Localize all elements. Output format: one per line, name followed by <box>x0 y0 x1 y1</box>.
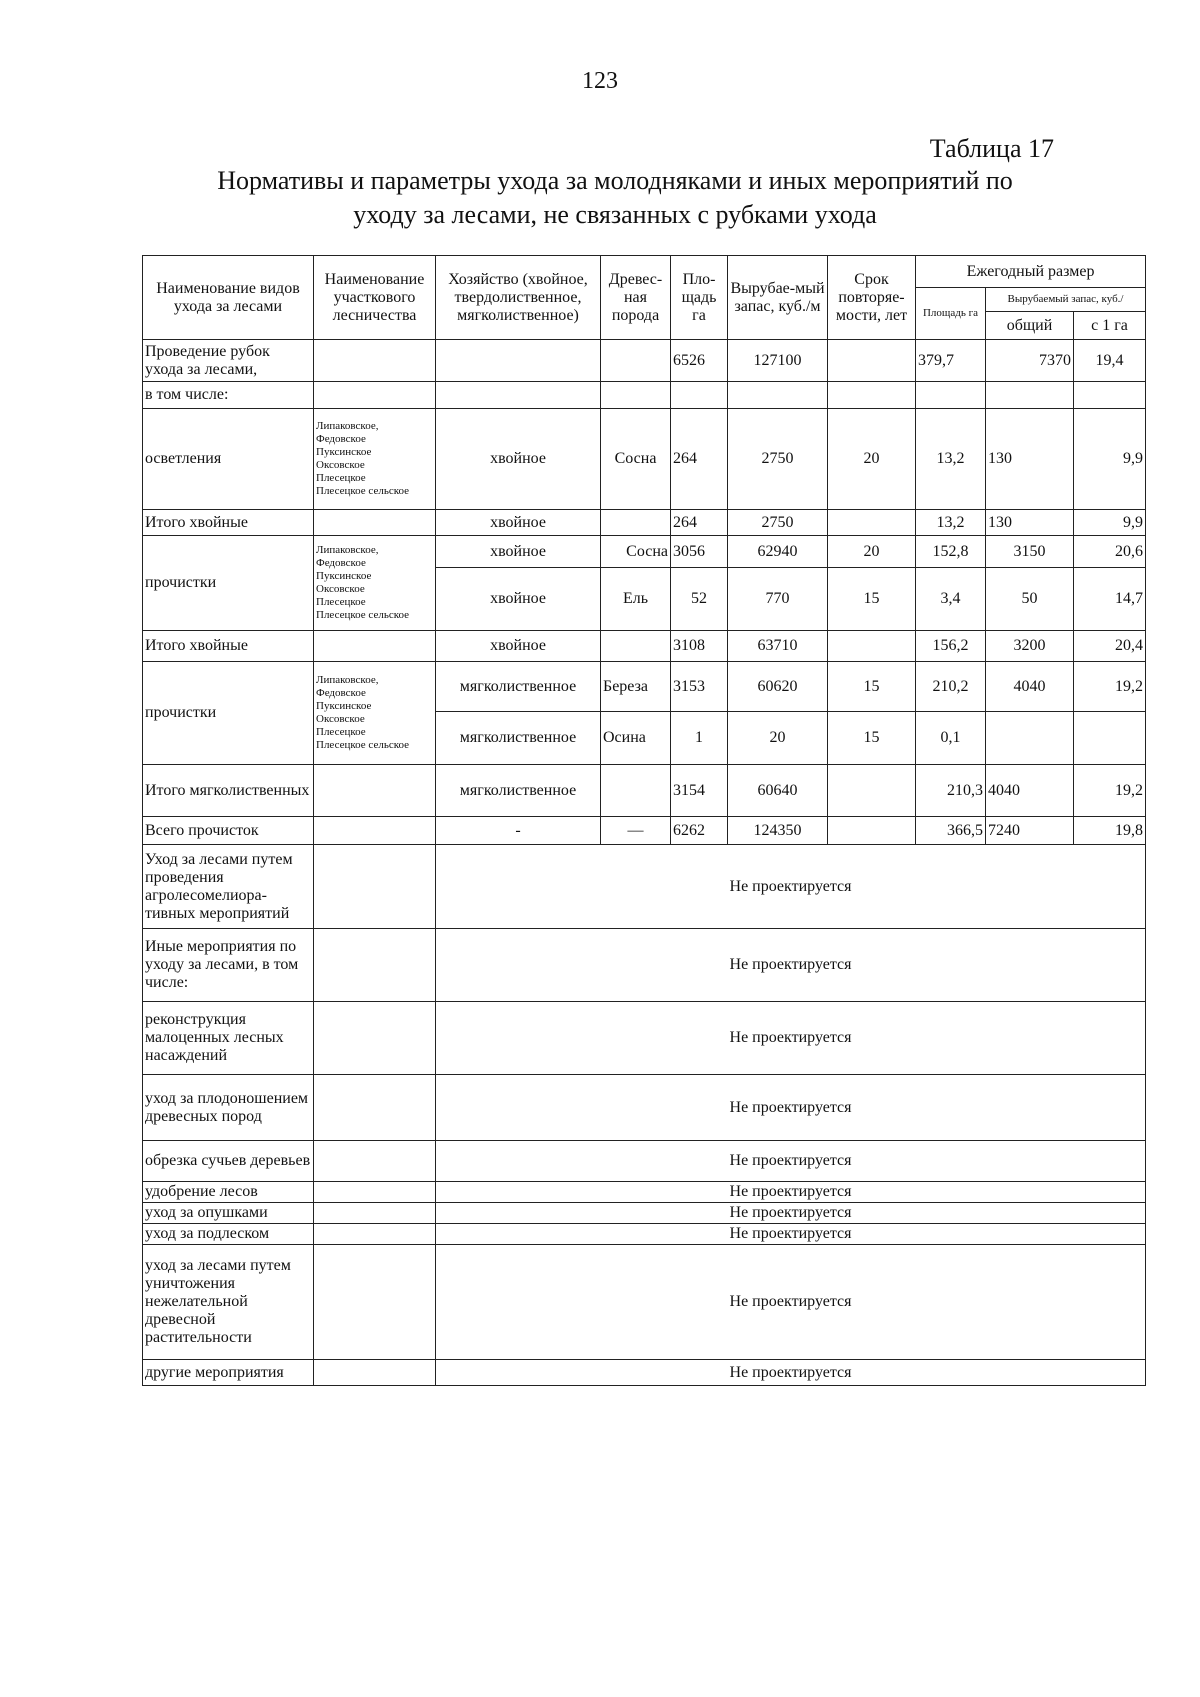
farm-type-cell: хвойное <box>436 510 601 536</box>
farm-type-cell: - <box>436 817 601 845</box>
forestry-list: Липаковское, Федовское Пуксинское Оксовское Плесецкое Плесецкое сельское <box>314 409 436 510</box>
farm-type-cell: мягколиственное <box>436 765 601 817</box>
annual-area-cell: 379,7 <box>916 340 986 382</box>
care-type-cell: Итого мягколиственных <box>143 765 314 817</box>
stock-cell: 63710 <box>728 631 828 662</box>
stock-cell: 62940 <box>728 536 828 568</box>
stock-cell: 124350 <box>728 817 828 845</box>
forest-care-table <box>142 255 1146 1386</box>
annual-area-cell: 0,1 <box>916 712 986 765</box>
period-cell: 15 <box>828 568 916 631</box>
table-row <box>143 382 1146 409</box>
area-cell: 3108 <box>671 631 728 662</box>
table-row <box>143 1245 1146 1360</box>
table-row <box>143 845 1146 929</box>
annual-total-cell: 4040 <box>986 765 1074 817</box>
header-area: Пло-щадь га <box>671 256 728 340</box>
area-cell: 3056 <box>671 536 728 568</box>
care-type-cell: Иные мероприятия по уходу за лесами, в том числе: <box>143 929 314 1002</box>
annual-total-cell: 130 <box>986 409 1074 510</box>
annual-total-cell: 3150 <box>986 536 1074 568</box>
page-number: 123 <box>582 68 618 94</box>
header-period: Срок повторяе-мости, лет <box>828 256 916 340</box>
table-title <box>150 164 1080 232</box>
area-cell: 1 <box>671 712 728 765</box>
header-annual-area: Площадь га <box>916 288 986 340</box>
table-row <box>143 1360 1146 1386</box>
species-cell: Осина <box>601 712 671 765</box>
area-cell: 6526 <box>671 340 728 382</box>
not-designed-cell: Не проектируется <box>436 1182 1146 1203</box>
forestry-list: Липаковское, Федовское Пуксинское Оксовское Плесецкое Плесецкое сельское <box>314 662 436 765</box>
farm-type-cell: хвойное <box>436 536 601 568</box>
care-type-cell: уход за подлеском <box>143 1224 314 1245</box>
not-designed-cell: Не проектируется <box>436 845 1146 929</box>
farm-type-cell: мягколиственное <box>436 712 601 765</box>
annual-total-cell: 50 <box>986 568 1074 631</box>
not-designed-cell: Не проектируется <box>436 1141 1146 1182</box>
care-type-cell: уход за опушками <box>143 1203 314 1224</box>
area-cell: 3153 <box>671 662 728 712</box>
farm-type-cell: мягколиственное <box>436 662 601 712</box>
annual-total-cell: 130 <box>986 510 1074 536</box>
farm-type-cell: хвойное <box>436 631 601 662</box>
area-cell: 6262 <box>671 817 728 845</box>
table-row <box>143 1002 1146 1075</box>
species-cell: Береза <box>601 662 671 712</box>
care-type-cell: Проведение рубок ухода за лесами, <box>143 340 314 382</box>
stock-cell: 127100 <box>728 340 828 382</box>
care-type-cell: уход за лесами путем уничтожения нежелательной древесной растительности <box>143 1245 314 1360</box>
header-farm-type: Хозяйство (хвойное, твердолиственное, мягколиственное) <box>436 256 601 340</box>
table-row <box>143 817 1146 845</box>
header-forestry: Наименование участкового лесничества <box>314 256 436 340</box>
care-type-cell: Итого хвойные <box>143 510 314 536</box>
annual-per-ha-cell: 20,6 <box>1074 536 1146 568</box>
annual-per-ha-cell: 19,2 <box>1074 662 1146 712</box>
care-type-cell: другие мероприятия <box>143 1360 314 1386</box>
table-row <box>143 1203 1146 1224</box>
stock-cell: 60620 <box>728 662 828 712</box>
table-row <box>143 510 1146 536</box>
table-label: Таблица 17 <box>929 134 1054 163</box>
table-row <box>143 631 1146 662</box>
header-annual-per-ha: с 1 га <box>1074 312 1146 340</box>
annual-per-ha-cell: 19,2 <box>1074 765 1146 817</box>
not-designed-cell: Не проектируется <box>436 1203 1146 1224</box>
table-row <box>143 536 1146 568</box>
period-cell: 15 <box>828 712 916 765</box>
area-cell: 3154 <box>671 765 728 817</box>
annual-total-cell: 7240 <box>986 817 1074 845</box>
species-cell: — <box>601 817 671 845</box>
area-cell: 264 <box>671 409 728 510</box>
table-row <box>143 1182 1146 1203</box>
area-cell: 52 <box>671 568 728 631</box>
forestry-list: Липаковское, Федовское Пуксинское Оксовское Плесецкое Плесецкое сельское <box>314 536 436 631</box>
care-type-cell: реконструкция малоценных лесных насаждений <box>143 1002 314 1075</box>
stock-cell: 60640 <box>728 765 828 817</box>
stock-cell: 2750 <box>728 409 828 510</box>
care-type-cell: Всего прочисток <box>143 817 314 845</box>
annual-total-cell: 3200 <box>986 631 1074 662</box>
annual-area-cell: 210,2 <box>916 662 986 712</box>
stock-cell: 2750 <box>728 510 828 536</box>
table-row <box>143 1075 1146 1141</box>
table-row <box>143 765 1146 817</box>
annual-per-ha-cell: 14,7 <box>1074 568 1146 631</box>
not-designed-cell: Не проектируется <box>436 1075 1146 1141</box>
care-type-cell: Уход за лесами путем проведения агролесомелиора-тивных мероприятий <box>143 845 314 929</box>
annual-area-cell: 366,5 <box>916 817 986 845</box>
header-annual-total: общий <box>986 312 1074 340</box>
annual-per-ha-cell: 20,4 <box>1074 631 1146 662</box>
not-designed-cell: Не проектируется <box>436 1360 1146 1386</box>
table-row <box>143 1141 1146 1182</box>
farm-type-cell: хвойное <box>436 568 601 631</box>
stock-cell: 770 <box>728 568 828 631</box>
farm-type-cell: хвойное <box>436 409 601 510</box>
care-type-cell: прочистки <box>143 662 314 765</box>
stock-cell: 20 <box>728 712 828 765</box>
not-designed-cell: Не проектируется <box>436 1245 1146 1360</box>
annual-area-cell: 3,4 <box>916 568 986 631</box>
annual-area-cell: 156,2 <box>916 631 986 662</box>
table-row <box>143 1224 1146 1245</box>
annual-per-ha-cell: 19,8 <box>1074 817 1146 845</box>
annual-per-ha-cell: 9,9 <box>1074 510 1146 536</box>
annual-area-cell: 13,2 <box>916 510 986 536</box>
care-type-cell: удобрение лесов <box>143 1182 314 1203</box>
table-row <box>143 929 1146 1002</box>
header-annual: Ежегодный размер <box>916 256 1146 288</box>
table-row <box>143 340 1146 382</box>
care-type-cell: уход за плодоношением древесных пород <box>143 1075 314 1141</box>
period-cell: 20 <box>828 409 916 510</box>
species-cell: Ель <box>601 568 671 631</box>
not-designed-cell: Не проектируется <box>436 929 1146 1002</box>
species-cell: Сосна <box>601 409 671 510</box>
header-stock: Вырубае-мый запас, куб./м <box>728 256 828 340</box>
care-type-cell: обрезка сучьев деревьев <box>143 1141 314 1182</box>
period-cell: 15 <box>828 662 916 712</box>
table-title-line1: Нормативы и параметры ухода за молодняками и иных мероприятий по <box>217 166 1013 195</box>
header-species: Древес-ная порода <box>601 256 671 340</box>
annual-total-cell: 4040 <box>986 662 1074 712</box>
annual-area-cell: 210,3 <box>916 765 986 817</box>
species-cell: Сосна <box>601 536 671 568</box>
annual-per-ha-cell: 19,4 <box>1074 340 1146 382</box>
annual-per-ha-cell: 9,9 <box>1074 409 1146 510</box>
header-care-type: Наименование видов ухода за лесами <box>143 256 314 340</box>
care-type-cell: прочистки <box>143 536 314 631</box>
period-cell: 20 <box>828 536 916 568</box>
annual-area-cell: 152,8 <box>916 536 986 568</box>
annual-area-cell: 13,2 <box>916 409 986 510</box>
not-designed-cell: Не проектируется <box>436 1002 1146 1075</box>
table-title-line2: уходу за лесами, не связанных с рубками ухода <box>353 200 877 229</box>
annual-total-cell: 7370 <box>986 340 1074 382</box>
area-cell: 264 <box>671 510 728 536</box>
header-annual-stock: Вырубаемый запас, куб./ <box>986 288 1146 312</box>
table-row <box>143 662 1146 712</box>
table-row <box>143 409 1146 510</box>
not-designed-cell: Не проектируется <box>436 1224 1146 1245</box>
care-type-cell: Итого хвойные <box>143 631 314 662</box>
care-type-cell: осветления <box>143 409 314 510</box>
care-type-cell: в том числе: <box>143 382 314 409</box>
